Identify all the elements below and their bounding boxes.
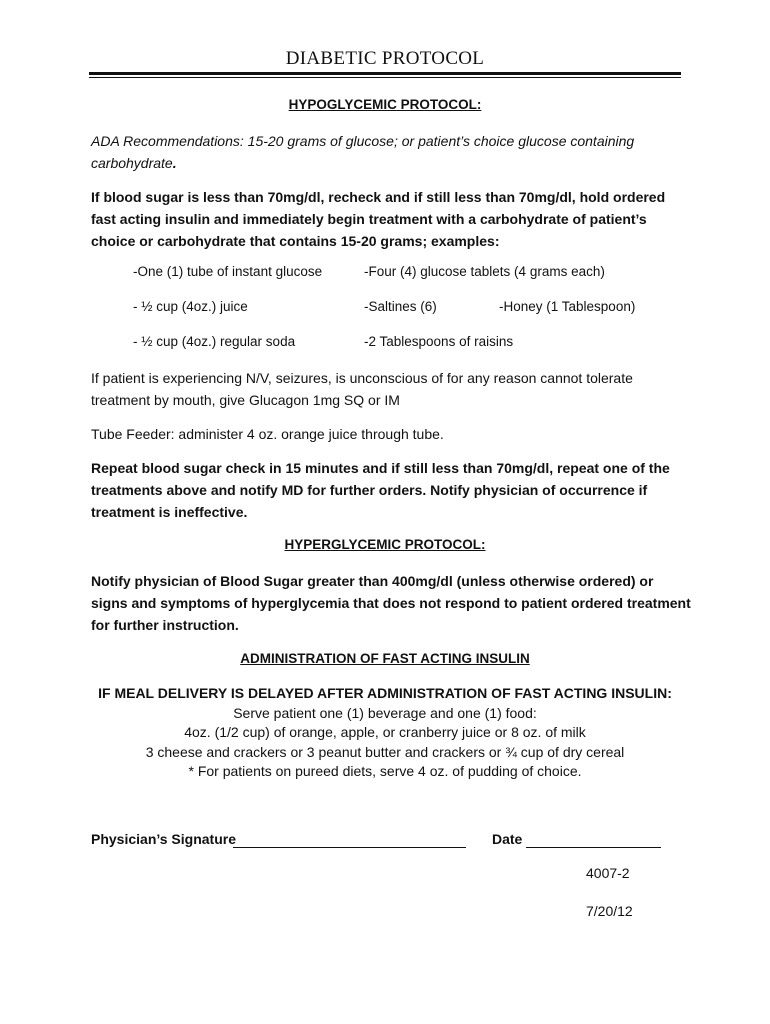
example-instant-glucose: -One (1) tube of instant glucose: [133, 264, 323, 279]
hypoglycemic-heading: HYPOGLYCEMIC PROTOCOL:: [288, 97, 482, 112]
nv-glucagon-instructions: If patient is experiencing N/V, seizures, is unconscious of for any reason cannot tolerate treatment by mouth, give Glucagon 1mg SQ or IM: [91, 370, 633, 408]
ada-recommendations: [91, 130, 691, 174]
title-rule-thick: [89, 72, 681, 75]
hyperglycemic-instructions: Notify physician of Blood Sugar greater than 400mg/dl (unless otherwise ordered) or signs and symptoms of hyperglycemia that does not respond to patient ordered treatment for further instruction.: [91, 573, 691, 633]
example-regular-soda: - ½ cup (4oz.) regular soda: [133, 334, 296, 349]
example-saltines: -Saltines (6): [364, 299, 437, 314]
example-raisins: -2 Tablespoons of raisins: [364, 334, 514, 349]
revision-date: 7/20/12: [586, 903, 633, 919]
ada-line-1: ADA Recommendations: 15-20 grams of glucose; or patient’s choice glucose containing: [91, 133, 635, 149]
document-title: DIABETIC PROTOCOL: [285, 48, 485, 69]
administration-heading: ADMINISTRATION OF FAST ACTING INSULIN: [240, 651, 530, 666]
example-honey: -Honey (1 Tablespoon): [499, 299, 636, 314]
title-rule-thin: [89, 77, 681, 78]
tube-feeder-instructions: Tube Feeder: administer 4 oz. orange juice through tube.: [91, 426, 444, 442]
meal-delay-block: [0, 684, 770, 782]
meal-delay-line-1: Serve patient one (1) beverage and one (1) food:: [233, 704, 537, 721]
meal-delay-subheading: IF MEAL DELIVERY IS DELAYED AFTER ADMINISTRATION OF FAST ACTING INSULIN:: [98, 685, 672, 701]
form-number: 4007-2: [586, 865, 630, 881]
low-blood-sugar-instructions: If blood sugar is less than 70mg/dl, recheck and if still less than 70mg/dl, hold ordered fast acting insulin and immediately begin treatment with a carbohydrate of patient’s choice or carbohydrate that contains 15-20 grams; examples:: [91, 189, 666, 249]
date-line[interactable]: [526, 847, 661, 848]
ada-line-2: carbohydrate: [91, 155, 173, 171]
date-label: Date: [492, 831, 523, 847]
physician-signature-line[interactable]: [233, 847, 466, 848]
physician-signature-label: Physician’s Signature: [91, 831, 236, 847]
meal-delay-line-2: 4oz. (1/2 cup) of orange, apple, or cranberry juice or 8 oz. of milk: [184, 724, 586, 740]
example-glucose-tablets: -Four (4) glucose tablets (4 grams each): [364, 264, 605, 279]
meal-delay-line-3: 3 cheese and crackers or 3 peanut butter and crackers or ¾ cup of dry cereal: [145, 743, 625, 760]
meal-delay-line-4: * For patients on pureed diets, serve 4 oz. of pudding of choice.: [188, 763, 582, 779]
ada-period: .: [172, 155, 177, 171]
repeat-check-instructions: Repeat blood sugar check in 15 minutes and if still less than 70mg/dl, repeat one of the treatments above and notify MD for further orders. Notify physician of occurrence if treatment is ineffective.: [91, 460, 670, 520]
hyperglycemic-heading: HYPERGLYCEMIC PROTOCOL:: [284, 537, 486, 552]
example-juice: - ½ cup (4oz.) juice: [133, 299, 248, 314]
